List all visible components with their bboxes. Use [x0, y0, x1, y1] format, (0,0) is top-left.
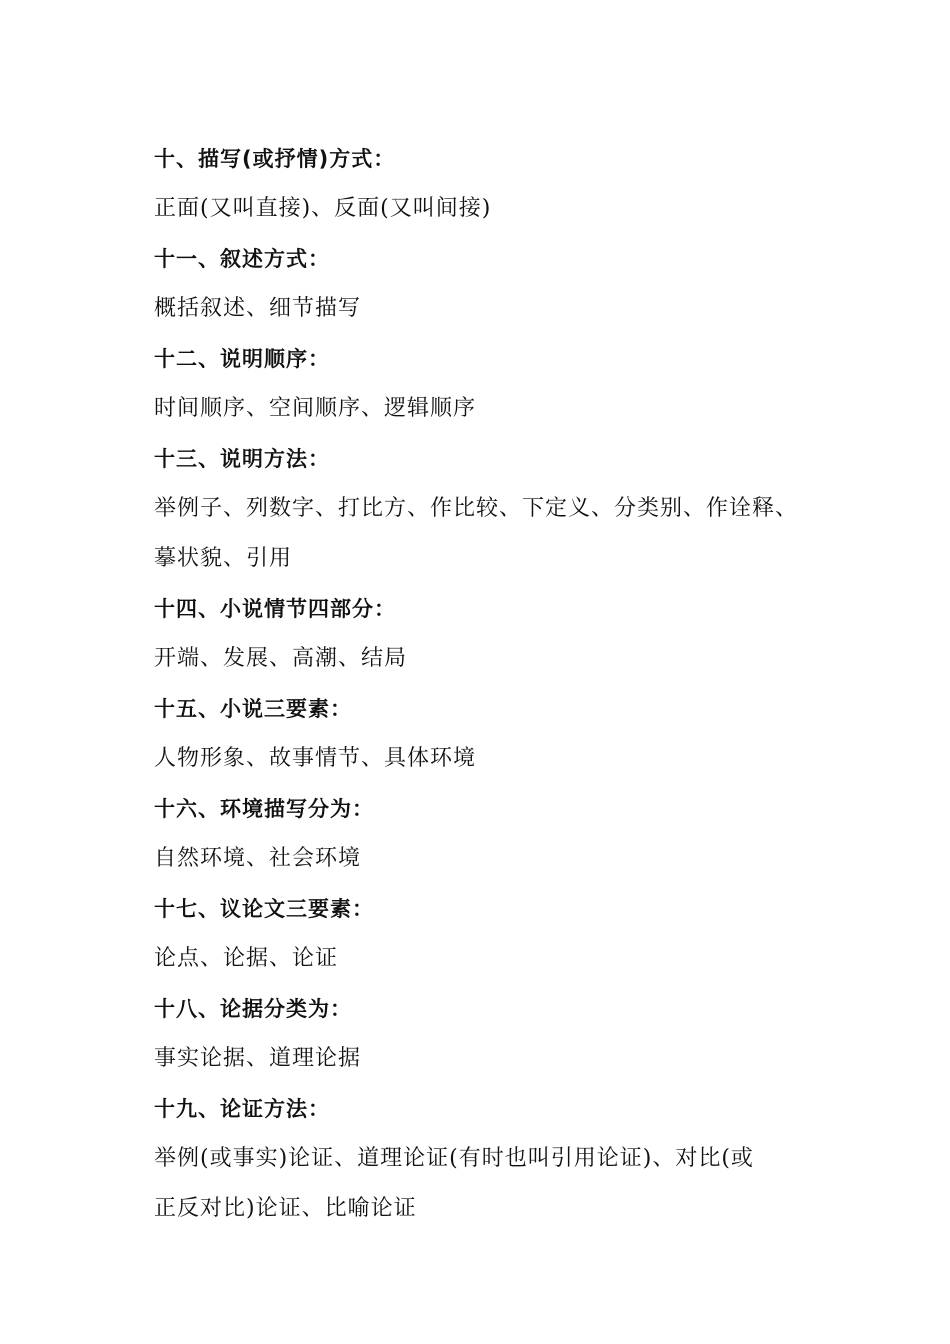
section-content-environment: 自然环境、社会环境 [154, 846, 362, 871]
section-content-explain-methods-2: 摹状貌、引用 [154, 546, 293, 571]
document-page [154, 134, 834, 1234]
section-content-argument-elements: 论点、论据、论证 [154, 946, 339, 971]
section-heading-explain-order: 十二、说明顺序： [154, 347, 330, 371]
section-content-evidence-types: 事实论据、道理论据 [154, 1046, 362, 1071]
section-heading-argument-methods: 十九、论证方法： [154, 1097, 330, 1121]
section-content-novel-elements: 人物形象、故事情节、具体环境 [154, 746, 477, 771]
section-heading-describe: 十、描写(或抒情)方式： [154, 147, 396, 171]
section-content-describe: 正面(又叫直接)、反面(又叫间接) [154, 196, 492, 221]
section-content-explain-order: 时间顺序、空间顺序、逻辑顺序 [154, 396, 477, 421]
section-heading-novel-elements: 十五、小说三要素： [154, 697, 352, 721]
section-heading-plot: 十四、小说情节四部分： [154, 597, 396, 621]
section-content-argument-methods-1: 举例(或事实)论证、道理论证(有时也叫引用论证)、对比(或 [154, 1146, 754, 1171]
section-content-narration: 概括叙述、细节描写 [154, 296, 362, 321]
section-content-argument-methods-2: 正反对比)论证、比喻论证 [154, 1196, 417, 1221]
section-heading-evidence-types: 十八、论据分类为： [154, 997, 352, 1021]
section-heading-environment: 十六、环境描写分为： [154, 797, 374, 821]
section-content-explain-methods-1: 举例子、列数字、打比方、作比较、下定义、分类别、作诠释、 [154, 496, 799, 521]
section-heading-narration: 十一、叙述方式： [154, 247, 330, 271]
section-content-plot: 开端、发展、高潮、结局 [154, 646, 408, 671]
section-heading-explain-methods: 十三、说明方法： [154, 447, 330, 471]
section-heading-argument-elements: 十七、议论文三要素： [154, 897, 374, 921]
